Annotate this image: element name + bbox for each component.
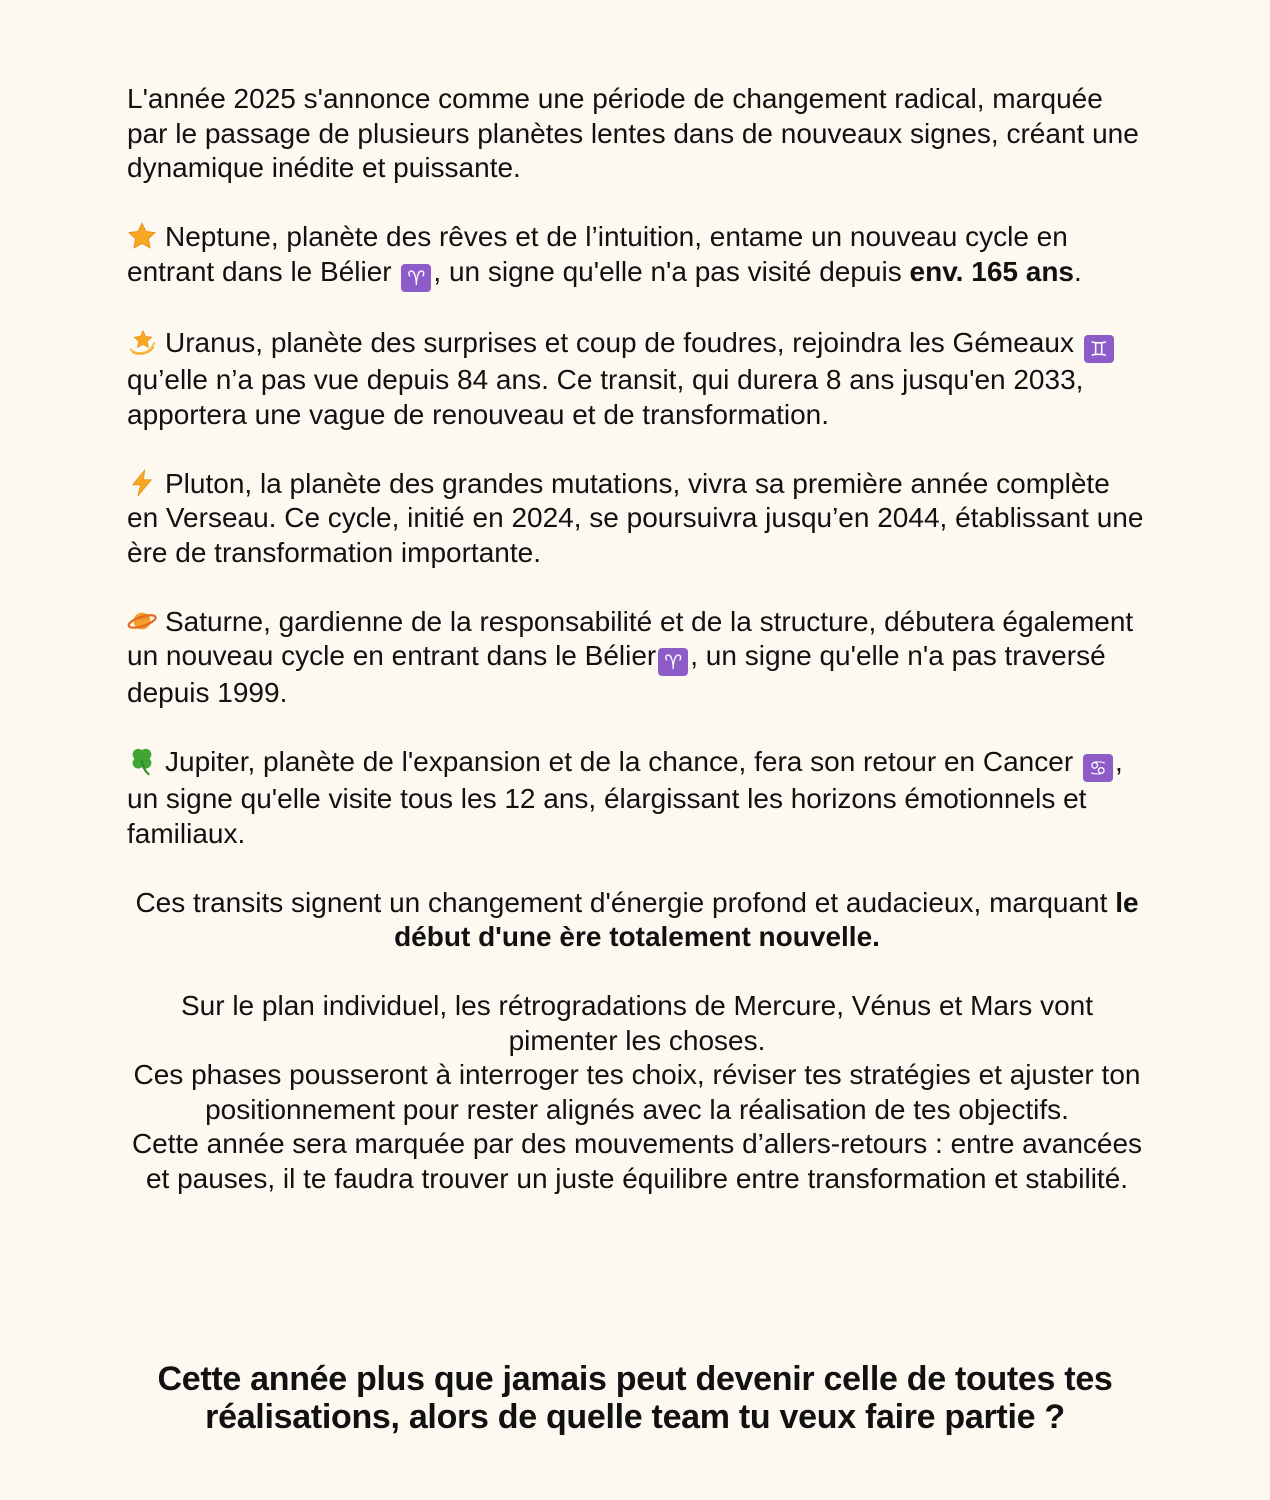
uranus-text: Uranus, planète des surprises et coup de foudres, rejoindra les Gémeaux	[165, 327, 1074, 358]
transits-bold: le début d'une ère totalement nouvelle.	[394, 886, 1139, 952]
cancer-icon: ♋	[1083, 754, 1113, 782]
lightning-icon	[127, 468, 157, 498]
saturne-text-2: , un signe qu'elle n'a pas traversé depuis 1999.	[127, 640, 1106, 708]
neptune-text-2: , un signe qu'elle n'a pas visité depuis	[433, 255, 902, 287]
transits-paragraph	[127, 886, 1147, 955]
individual-section	[127, 989, 1147, 1196]
gemini-icon: ♊	[1084, 335, 1114, 363]
individual-line: Cette année sera marquée par des mouvements d’allers-retours : entre avancées et pauses, il te faudra trouver un juste équilibre entre transformation et stabilité.	[131, 1128, 1143, 1194]
star-icon	[127, 221, 157, 251]
neptune-bold: env. 165 ans	[909, 255, 1074, 287]
transits-text: Ces transits signent un changement d'énergie profond et audacieux, marquant	[135, 886, 1108, 918]
individual-line: Sur le plan individuel, les rétrogradations de Mercure, Vénus et Mars vont pimenter les choses.	[180, 990, 1094, 1056]
saturne-paragraph	[127, 605, 1147, 711]
dizzy-star-icon	[127, 327, 157, 357]
neptune-end: .	[1074, 255, 1082, 287]
aries-icon: ♈	[658, 648, 688, 676]
clover-icon	[127, 746, 157, 776]
jupiter-text-2: , un signe qu'elle visite tous les 12 ans, élargissant les horizons émotionnels et familiaux.	[127, 746, 1123, 849]
pluton-paragraph	[127, 467, 1147, 571]
intro-paragraph: L'année 2025 s'annonce comme une période de changement radical, marquée par le passage de plusieurs planètes lentes dans de nouveaux signes, créant une dynamique inédite et puissante.	[127, 83, 1139, 183]
jupiter-text: Jupiter, planète de l'expansion et de la chance, fera son retour en Cancer	[165, 746, 1074, 777]
individual-line: Ces phases pousseront à interroger tes choix, réviser tes stratégies et ajuster ton positionnement pour rester alignés avec la réalisation de tes objectifs.	[133, 1059, 1141, 1125]
neptune-text: Neptune, planète des rêves et de l’intuition, entame un nouveau cycle en entrant dans le Bélier	[127, 221, 1068, 287]
saturne-text: Saturne, gardienne de la responsabilité et de la structure, débutera également un nouveau cycle en entrant dans le Bélier	[127, 605, 1134, 671]
uranus-paragraph	[127, 326, 1147, 432]
jupiter-paragraph	[127, 745, 1147, 851]
closing-heading: Cette année plus que jamais peut devenir celle de toutes tes réalisations, alors de quelle team tu veux faire partie ?	[157, 1360, 1113, 1436]
aries-icon: ♈	[401, 264, 431, 292]
neptune-paragraph	[127, 220, 1147, 292]
article-body	[127, 82, 1147, 1196]
ringed-planet-icon	[127, 606, 157, 636]
pluton-text: Pluton, la planète des grandes mutations, vivra sa première année complète en Verseau. Ce cycle, initié en 2024, se poursuivra jusqu’en 2044, établissant une ère de transformation importante.	[127, 467, 1144, 568]
uranus-text-2: qu’elle n’a pas vue depuis 84 ans. Ce transit, qui durera 8 ans jusqu'en 2033, apportera une vague de renouveau et de transformation.	[127, 364, 1084, 430]
